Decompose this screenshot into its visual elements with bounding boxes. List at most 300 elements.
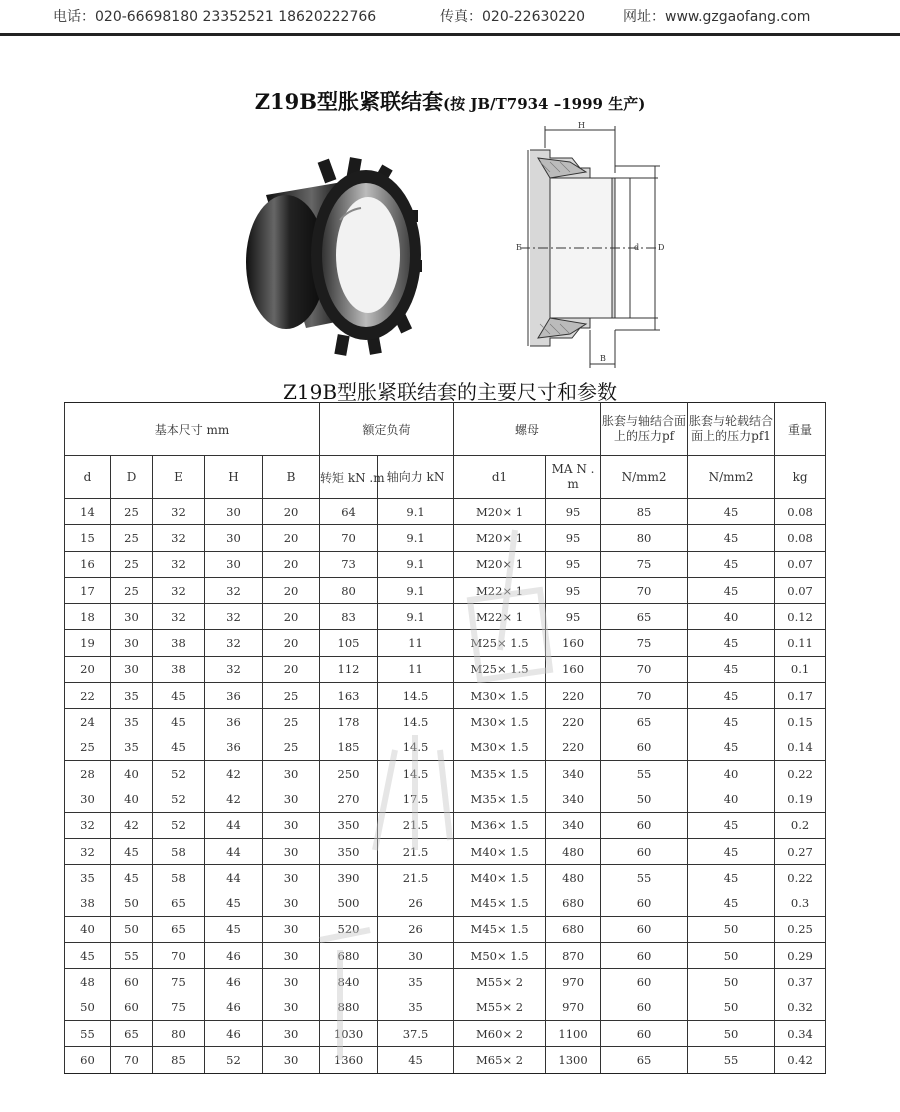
cell-D: 60 bbox=[111, 969, 153, 995]
cell-pf1: 45 bbox=[688, 709, 775, 735]
cell-axial-force: 14.5 bbox=[378, 709, 454, 735]
cell-torque: 880 bbox=[320, 995, 378, 1021]
dim-label-h: H bbox=[578, 121, 585, 130]
cell-D: 30 bbox=[111, 604, 153, 630]
cell-weight: 0.3 bbox=[775, 890, 826, 916]
table-row bbox=[65, 683, 826, 709]
cell-D: 35 bbox=[111, 683, 153, 709]
cell-H: 32 bbox=[205, 577, 263, 603]
cell-weight: 0.1 bbox=[775, 656, 826, 682]
table-row bbox=[65, 838, 826, 864]
page-title-standard: (按 JB/T7934 –1999 生产) bbox=[443, 95, 646, 113]
cell-E: 80 bbox=[153, 1020, 205, 1046]
cell-weight: 0.07 bbox=[775, 577, 826, 603]
cell-D: 50 bbox=[111, 890, 153, 916]
cell-ma: 160 bbox=[546, 656, 601, 682]
cell-H: 32 bbox=[205, 630, 263, 656]
cell-B: 30 bbox=[263, 969, 320, 995]
cell-B: 20 bbox=[263, 656, 320, 682]
cell-weight: 0.15 bbox=[775, 709, 826, 735]
cell-axial-force: 9.1 bbox=[378, 551, 454, 577]
cell-B: 30 bbox=[263, 916, 320, 942]
cell-axial-force: 21.5 bbox=[378, 838, 454, 864]
cell-d1: M25× 1.5 bbox=[454, 656, 546, 682]
cell-weight: 0.08 bbox=[775, 499, 826, 525]
cell-d: 19 bbox=[65, 630, 111, 656]
cell-B: 30 bbox=[263, 995, 320, 1021]
table-row bbox=[65, 577, 826, 603]
cell-B: 30 bbox=[263, 1047, 320, 1073]
cell-ma: 220 bbox=[546, 683, 601, 709]
table-row bbox=[65, 760, 826, 786]
cell-E: 32 bbox=[153, 604, 205, 630]
cell-torque: 83 bbox=[320, 604, 378, 630]
cell-pf: 75 bbox=[601, 551, 688, 577]
cell-H: 46 bbox=[205, 995, 263, 1021]
cell-H: 42 bbox=[205, 786, 263, 812]
cell-axial-force: 14.5 bbox=[378, 683, 454, 709]
cell-H: 44 bbox=[205, 838, 263, 864]
cell-ma: 160 bbox=[546, 630, 601, 656]
cell-B: 20 bbox=[263, 604, 320, 630]
cell-D: 30 bbox=[111, 630, 153, 656]
cell-pf1: 50 bbox=[688, 1020, 775, 1046]
cell-pf1: 50 bbox=[688, 916, 775, 942]
cell-pf1: 50 bbox=[688, 943, 775, 969]
table-title: Z19B型胀紧联结套的主要尺寸和参数 bbox=[282, 380, 618, 404]
cell-torque: 80 bbox=[320, 577, 378, 603]
cell-E: 85 bbox=[153, 1047, 205, 1073]
cell-weight: 0.22 bbox=[775, 865, 826, 891]
cell-torque: 1360 bbox=[320, 1047, 378, 1073]
cell-d1: M36× 1.5 bbox=[454, 812, 546, 838]
dim-label-e: E bbox=[516, 243, 522, 252]
cell-axial-force: 9.1 bbox=[378, 604, 454, 630]
table-row bbox=[65, 995, 826, 1021]
cell-pf: 75 bbox=[601, 630, 688, 656]
table-row bbox=[65, 525, 826, 551]
cell-d1: M20× 1 bbox=[454, 525, 546, 551]
cell-d1: M60× 2 bbox=[454, 1020, 546, 1046]
cell-B: 20 bbox=[263, 577, 320, 603]
cell-axial-force: 45 bbox=[378, 1047, 454, 1073]
cell-ma: 95 bbox=[546, 577, 601, 603]
table-header-row-groups bbox=[65, 403, 826, 456]
cell-pf1: 45 bbox=[688, 656, 775, 682]
phone-text: 电话：020-66698180 23352521 18620222766 bbox=[53, 9, 377, 25]
cell-pf1: 45 bbox=[688, 735, 775, 761]
cell-d: 50 bbox=[65, 995, 111, 1021]
cell-weight: 0.07 bbox=[775, 551, 826, 577]
cell-d: 55 bbox=[65, 1020, 111, 1046]
cell-pf: 60 bbox=[601, 969, 688, 995]
table-row bbox=[65, 786, 826, 812]
cell-weight: 0.11 bbox=[775, 630, 826, 656]
cell-d: 16 bbox=[65, 551, 111, 577]
cell-axial-force: 35 bbox=[378, 969, 454, 995]
cell-weight: 0.14 bbox=[775, 735, 826, 761]
cell-pf: 50 bbox=[601, 786, 688, 812]
cell-d: 14 bbox=[65, 499, 111, 525]
col-header-pf-unit: N/mm2 bbox=[601, 456, 688, 499]
cell-weight: 0.19 bbox=[775, 786, 826, 812]
cell-d1: M30× 1.5 bbox=[454, 709, 546, 735]
cell-ma: 680 bbox=[546, 916, 601, 942]
cell-ma: 1300 bbox=[546, 1047, 601, 1073]
header-weight: 重量 bbox=[775, 403, 826, 456]
cell-E: 45 bbox=[153, 683, 205, 709]
col-header-d1: d1 bbox=[454, 456, 546, 499]
cell-pf: 70 bbox=[601, 656, 688, 682]
cell-D: 35 bbox=[111, 735, 153, 761]
cell-weight: 0.37 bbox=[775, 969, 826, 995]
cell-ma: 340 bbox=[546, 812, 601, 838]
cell-d: 35 bbox=[65, 865, 111, 891]
cell-d1: M40× 1.5 bbox=[454, 865, 546, 891]
cell-d1: M35× 1.5 bbox=[454, 760, 546, 786]
header-basic-dimensions: 基本尺寸 mm bbox=[65, 403, 320, 456]
cell-d1: M20× 1 bbox=[454, 499, 546, 525]
cell-H: 52 bbox=[205, 1047, 263, 1073]
cell-d: 32 bbox=[65, 812, 111, 838]
col-header-ma: MA N . m bbox=[546, 456, 601, 499]
cell-E: 38 bbox=[153, 630, 205, 656]
cell-D: 45 bbox=[111, 838, 153, 864]
cell-torque: 73 bbox=[320, 551, 378, 577]
cell-B: 20 bbox=[263, 499, 320, 525]
cell-torque: 70 bbox=[320, 525, 378, 551]
cell-d1: M30× 1.5 bbox=[454, 735, 546, 761]
cell-D: 40 bbox=[111, 786, 153, 812]
col-header-d: d bbox=[65, 456, 111, 499]
cell-weight: 0.08 bbox=[775, 525, 826, 551]
product-photo bbox=[236, 150, 436, 360]
header-nut: 螺母 bbox=[454, 403, 601, 456]
cell-d1: M20× 1 bbox=[454, 551, 546, 577]
cell-B: 25 bbox=[263, 683, 320, 709]
cell-axial-force: 9.1 bbox=[378, 577, 454, 603]
cell-B: 30 bbox=[263, 943, 320, 969]
cell-ma: 970 bbox=[546, 995, 601, 1021]
cell-d: 60 bbox=[65, 1047, 111, 1073]
cell-D: 25 bbox=[111, 525, 153, 551]
cell-pf: 60 bbox=[601, 995, 688, 1021]
cell-torque: 64 bbox=[320, 499, 378, 525]
cell-torque: 105 bbox=[320, 630, 378, 656]
cell-d1: M45× 1.5 bbox=[454, 916, 546, 942]
cell-H: 32 bbox=[205, 604, 263, 630]
cell-ma: 95 bbox=[546, 499, 601, 525]
cell-weight: 0.25 bbox=[775, 916, 826, 942]
cell-pf: 80 bbox=[601, 525, 688, 551]
cell-ma: 95 bbox=[546, 551, 601, 577]
cell-torque: 500 bbox=[320, 890, 378, 916]
cell-E: 38 bbox=[153, 656, 205, 682]
header-hub-pressure: 胀套与轮载结合面上的压力pf1 bbox=[688, 403, 775, 456]
cell-ma: 340 bbox=[546, 760, 601, 786]
cell-weight: 0.34 bbox=[775, 1020, 826, 1046]
cell-torque: 390 bbox=[320, 865, 378, 891]
table-row bbox=[65, 604, 826, 630]
cell-D: 30 bbox=[111, 656, 153, 682]
table-row bbox=[65, 709, 826, 735]
cell-axial-force: 17.5 bbox=[378, 786, 454, 812]
col-header-D: D bbox=[111, 456, 153, 499]
cell-E: 75 bbox=[153, 995, 205, 1021]
cell-pf: 55 bbox=[601, 865, 688, 891]
cell-axial-force: 14.5 bbox=[378, 760, 454, 786]
cell-d1: M22× 1 bbox=[454, 604, 546, 630]
cell-D: 25 bbox=[111, 551, 153, 577]
cell-pf: 65 bbox=[601, 709, 688, 735]
cell-H: 46 bbox=[205, 1020, 263, 1046]
cell-H: 42 bbox=[205, 760, 263, 786]
cell-pf1: 45 bbox=[688, 577, 775, 603]
cell-torque: 840 bbox=[320, 969, 378, 995]
cell-E: 52 bbox=[153, 812, 205, 838]
page-title bbox=[0, 86, 900, 116]
cell-pf: 65 bbox=[601, 1047, 688, 1073]
cell-pf1: 45 bbox=[688, 812, 775, 838]
cell-torque: 250 bbox=[320, 760, 378, 786]
cell-D: 42 bbox=[111, 812, 153, 838]
cell-D: 40 bbox=[111, 760, 153, 786]
cell-d1: M30× 1.5 bbox=[454, 683, 546, 709]
col-header-axial-force: 轴向力 kN bbox=[378, 456, 454, 499]
cell-weight: 0.2 bbox=[775, 812, 826, 838]
cell-D: 35 bbox=[111, 709, 153, 735]
cell-weight: 0.17 bbox=[775, 683, 826, 709]
cell-d: 17 bbox=[65, 577, 111, 603]
cell-d1: M55× 2 bbox=[454, 969, 546, 995]
cell-torque: 1030 bbox=[320, 1020, 378, 1046]
contact-header bbox=[0, 0, 900, 34]
cell-pf: 60 bbox=[601, 812, 688, 838]
cell-weight: 0.42 bbox=[775, 1047, 826, 1073]
table-row bbox=[65, 943, 826, 969]
table-row bbox=[65, 1047, 826, 1073]
table-row bbox=[65, 969, 826, 995]
cell-pf: 60 bbox=[601, 916, 688, 942]
table-header-row-columns bbox=[65, 456, 826, 499]
cell-d1: M25× 1.5 bbox=[454, 630, 546, 656]
cell-D: 70 bbox=[111, 1047, 153, 1073]
cell-d1: M35× 1.5 bbox=[454, 786, 546, 812]
cell-E: 65 bbox=[153, 890, 205, 916]
cell-H: 36 bbox=[205, 683, 263, 709]
cell-B: 30 bbox=[263, 838, 320, 864]
cell-weight: 0.32 bbox=[775, 995, 826, 1021]
cell-E: 52 bbox=[153, 760, 205, 786]
cell-d: 30 bbox=[65, 786, 111, 812]
cell-d: 40 bbox=[65, 916, 111, 942]
page-title-main: Z19B型胀紧联结套 bbox=[254, 89, 444, 114]
col-header-torque: 转矩 kN .m bbox=[320, 456, 378, 499]
cell-d: 32 bbox=[65, 838, 111, 864]
cell-ma: 680 bbox=[546, 890, 601, 916]
cell-pf: 65 bbox=[601, 604, 688, 630]
cell-d: 38 bbox=[65, 890, 111, 916]
cell-E: 70 bbox=[153, 943, 205, 969]
cell-pf: 60 bbox=[601, 943, 688, 969]
cell-E: 65 bbox=[153, 916, 205, 942]
cell-H: 46 bbox=[205, 969, 263, 995]
cell-d1: M50× 1.5 bbox=[454, 943, 546, 969]
spec-table bbox=[64, 402, 826, 1074]
header-rated-load: 额定负荷 bbox=[320, 403, 454, 456]
dim-label-D: D bbox=[658, 243, 665, 252]
table-row bbox=[65, 890, 826, 916]
cell-E: 58 bbox=[153, 865, 205, 891]
cell-ma: 480 bbox=[546, 838, 601, 864]
cell-d: 45 bbox=[65, 943, 111, 969]
cell-H: 44 bbox=[205, 812, 263, 838]
cell-B: 30 bbox=[263, 760, 320, 786]
cell-pf: 70 bbox=[601, 577, 688, 603]
dim-label-b: B bbox=[600, 354, 606, 363]
cell-H: 30 bbox=[205, 551, 263, 577]
cell-B: 30 bbox=[263, 812, 320, 838]
cell-d1: M22× 1 bbox=[454, 577, 546, 603]
cell-axial-force: 26 bbox=[378, 916, 454, 942]
cell-pf: 60 bbox=[601, 838, 688, 864]
dim-label-d: d bbox=[634, 243, 640, 252]
cell-pf1: 45 bbox=[688, 890, 775, 916]
cell-weight: 0.12 bbox=[775, 604, 826, 630]
cell-H: 45 bbox=[205, 890, 263, 916]
cell-pf1: 40 bbox=[688, 760, 775, 786]
cell-axial-force: 9.1 bbox=[378, 499, 454, 525]
cell-E: 32 bbox=[153, 499, 205, 525]
cell-B: 30 bbox=[263, 786, 320, 812]
cell-B: 25 bbox=[263, 735, 320, 761]
cell-B: 30 bbox=[263, 865, 320, 891]
cell-d1: M55× 2 bbox=[454, 995, 546, 1021]
cell-H: 36 bbox=[205, 735, 263, 761]
cell-d1: M45× 1.5 bbox=[454, 890, 546, 916]
cell-E: 45 bbox=[153, 709, 205, 735]
cell-E: 52 bbox=[153, 786, 205, 812]
header-divider bbox=[0, 33, 900, 36]
cell-weight: 0.22 bbox=[775, 760, 826, 786]
fax-text: 传真：020-22630220 bbox=[440, 9, 586, 25]
cell-pf1: 45 bbox=[688, 838, 775, 864]
cell-B: 30 bbox=[263, 1020, 320, 1046]
cell-ma: 340 bbox=[546, 786, 601, 812]
col-header-B: B bbox=[263, 456, 320, 499]
cell-ma: 480 bbox=[546, 865, 601, 891]
website-text: 网址：www.gzgaofang.com bbox=[623, 9, 811, 25]
table-row bbox=[65, 916, 826, 942]
cell-H: 46 bbox=[205, 943, 263, 969]
cell-torque: 185 bbox=[320, 735, 378, 761]
cell-D: 25 bbox=[111, 577, 153, 603]
cell-pf1: 45 bbox=[688, 865, 775, 891]
cell-E: 32 bbox=[153, 551, 205, 577]
cell-pf1: 45 bbox=[688, 525, 775, 551]
cell-axial-force: 30 bbox=[378, 943, 454, 969]
cell-H: 32 bbox=[205, 656, 263, 682]
cell-B: 30 bbox=[263, 890, 320, 916]
cell-D: 50 bbox=[111, 916, 153, 942]
table-row bbox=[65, 865, 826, 891]
cell-H: 30 bbox=[205, 525, 263, 551]
cell-pf1: 45 bbox=[688, 551, 775, 577]
cell-pf1: 45 bbox=[688, 683, 775, 709]
cell-ma: 220 bbox=[546, 735, 601, 761]
cell-d: 15 bbox=[65, 525, 111, 551]
cell-ma: 95 bbox=[546, 604, 601, 630]
cell-torque: 350 bbox=[320, 812, 378, 838]
col-header-E: E bbox=[153, 456, 205, 499]
cell-pf1: 40 bbox=[688, 786, 775, 812]
cell-D: 25 bbox=[111, 499, 153, 525]
cell-torque: 270 bbox=[320, 786, 378, 812]
cell-torque: 178 bbox=[320, 709, 378, 735]
cell-B: 20 bbox=[263, 630, 320, 656]
cell-H: 44 bbox=[205, 865, 263, 891]
cell-pf: 60 bbox=[601, 890, 688, 916]
cell-d1: M65× 2 bbox=[454, 1047, 546, 1073]
col-header-H: H bbox=[205, 456, 263, 499]
table-row bbox=[65, 551, 826, 577]
cell-pf: 60 bbox=[601, 735, 688, 761]
cell-B: 25 bbox=[263, 709, 320, 735]
cell-axial-force: 21.5 bbox=[378, 812, 454, 838]
cell-d: 48 bbox=[65, 969, 111, 995]
cell-ma: 870 bbox=[546, 943, 601, 969]
cell-D: 55 bbox=[111, 943, 153, 969]
cell-d: 22 bbox=[65, 683, 111, 709]
cell-axial-force: 11 bbox=[378, 630, 454, 656]
cell-d1: M40× 1.5 bbox=[454, 838, 546, 864]
cell-d: 20 bbox=[65, 656, 111, 682]
cell-d: 25 bbox=[65, 735, 111, 761]
header-shaft-pressure: 胀套与轴结合面上的压力pf bbox=[601, 403, 688, 456]
cell-D: 65 bbox=[111, 1020, 153, 1046]
cell-pf: 70 bbox=[601, 683, 688, 709]
cell-axial-force: 14.5 bbox=[378, 735, 454, 761]
cell-ma: 95 bbox=[546, 525, 601, 551]
cell-torque: 350 bbox=[320, 838, 378, 864]
cell-pf1: 45 bbox=[688, 499, 775, 525]
table-row bbox=[65, 630, 826, 656]
table-row bbox=[65, 499, 826, 525]
table-row bbox=[65, 1020, 826, 1046]
col-header-kg: kg bbox=[775, 456, 826, 499]
table-row bbox=[65, 735, 826, 761]
cell-H: 45 bbox=[205, 916, 263, 942]
cell-pf: 85 bbox=[601, 499, 688, 525]
cell-axial-force: 9.1 bbox=[378, 525, 454, 551]
cell-D: 45 bbox=[111, 865, 153, 891]
cell-E: 32 bbox=[153, 525, 205, 551]
cell-E: 75 bbox=[153, 969, 205, 995]
cell-pf1: 50 bbox=[688, 995, 775, 1021]
cell-ma: 1100 bbox=[546, 1020, 601, 1046]
cell-pf: 55 bbox=[601, 760, 688, 786]
cell-axial-force: 26 bbox=[378, 890, 454, 916]
cell-H: 30 bbox=[205, 499, 263, 525]
cell-torque: 680 bbox=[320, 943, 378, 969]
cell-weight: 0.27 bbox=[775, 838, 826, 864]
cell-pf1: 40 bbox=[688, 604, 775, 630]
cell-axial-force: 35 bbox=[378, 995, 454, 1021]
cell-torque: 520 bbox=[320, 916, 378, 942]
col-header-pf1-unit: N/mm2 bbox=[688, 456, 775, 499]
cell-ma: 220 bbox=[546, 709, 601, 735]
cell-pf1: 50 bbox=[688, 969, 775, 995]
